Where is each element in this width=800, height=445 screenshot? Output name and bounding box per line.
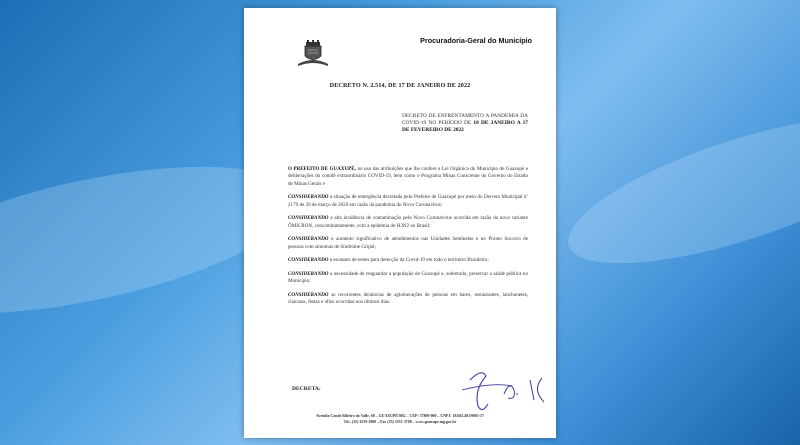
decree-summary [402,113,528,135]
paragraph [288,236,528,251]
coat-of-arms-icon [294,38,332,68]
decree-title: DECRETO N. 2.514, DE 17 DE JANEIRO DE 2022 [329,82,471,89]
footer-address: Avenida Conde Ribeiro do Valle, 68 – GUAXUPÉ/MG – CEP: 37800-000 – CNPJ: 18.663.401/0001-57 [315,414,485,418]
decree-body [288,166,528,313]
paragraph-text: no uso das atribuições que lhe confere a Lei Orgânica do Município de Guaxupé e deliberações do comitê extraordinário COVID-19, bem como o Programa Minas Consciente do Governo do Estado de Minas Gerais e [288,166,529,187]
paragraph-lead: O PREFEITO DE GUAXUPÉ, [288,166,356,172]
decreta-label: DECRETA: [292,386,321,392]
paragraph-text: a necessidade de resguardar a população de Guaxupé e, sobretudo, preservar a saúde pública no Município; [288,271,528,285]
paragraph [288,271,528,286]
paragraph [288,257,528,264]
signature-image [452,360,552,420]
paragraph-lead: CONSIDERANDO [288,257,329,264]
summary-text: DECRETO DE ENFRENTAMENTO A PANDEMIA DA COVID-19 NO PERÍODO DE [402,113,528,127]
footer-contact: Tel.: (35) 3559-1000 – Fax (35) 3551-3700 – www.guaxupe.mg.gov.br [343,419,457,424]
paragraph-lead: CONSIDERANDO [288,194,329,201]
paragraph-text: as recorrentes denúncias de aglomerações de pessoas em bares, restaurantes, lanchonetes, chácaras, festas e afins ocorridas nos últimos dias. [288,292,528,306]
paragraph [288,166,528,188]
paragraph-text: a situação de emergência decretada pelo Prefeito de Guaxupé por meio do Decreto Municipal nº 2179 de 20 de março de 2020 em razão da pandemia do Novo Coronavírus; [288,194,528,208]
header-title: Procuradoria-Geral do Município [420,36,532,45]
paragraph-lead: CONSIDERANDO [288,236,329,243]
paragraph-lead: CONSIDERANDO [288,215,329,222]
paragraph-text: a alta incidência de contaminação pelo Novo Coronavírus ocorrida em razão da nova variante ÔMICRON, concomitantemente, com a epidemia de H3N2 no Brasil; [288,215,528,229]
paragraph-lead: CONSIDERANDO [288,271,329,277]
summary-period: 18 DE JANEIRO A 17 DE FEVEREIRO DE 2022 [402,120,528,134]
paragraph [288,215,528,230]
paragraph [288,292,528,307]
paragraph [288,194,528,209]
document-page [244,8,556,438]
paragraph-text: a escassez de testes para detecção da Covid-19 em todo o território Brasileiro; [328,257,489,264]
background-streak [553,87,800,293]
document-footer [244,414,556,425]
paragraph-lead: CONSIDERANDO [288,292,329,298]
paragraph-text: o aumento significativo de atendimentos nas Unidades Sentinelas e no Pronto Socorro de pessoas com sintomas de Síndrome Gripal; [288,236,528,250]
